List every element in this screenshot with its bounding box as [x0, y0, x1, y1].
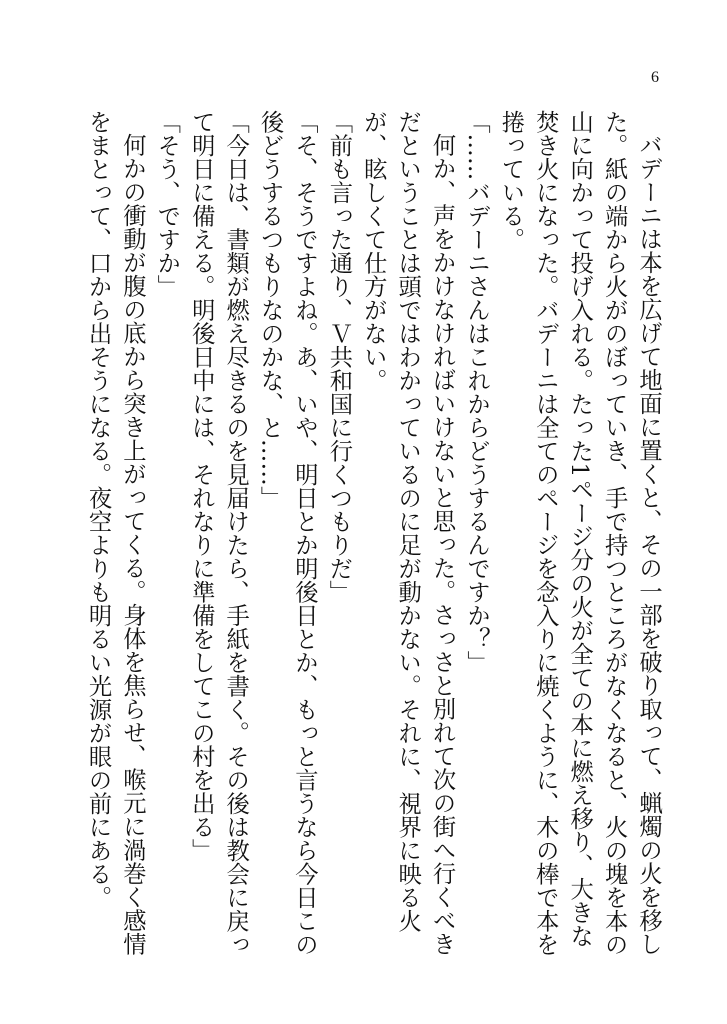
dialogue-line: 「今日は、書類が燃え尽きるのを見届けたら、手紙を書く。その後は教会に戻って明日に備える。明後日中には、それなりに準備をしてこの村を出る」 — [187, 110, 250, 956]
dialogue-line: 「そう、ですか」 — [153, 110, 181, 298]
dialogue-line: 「そ、そうですよね。あ、いや、明日とか明後日とか、もっと言うなら今日この後どうするつもりなのかな、と……」 — [256, 110, 318, 956]
dialogue-line: 「……バデーニさんはこれからどうするんですか？」 — [462, 110, 490, 674]
paragraph: バデーニは本を広げて地面に置くと、その一部を破り取って、蝋燭の火を移した。紙の端から火がのぼっていき、手で持つところがなくなると、火の塊を本の山に向かって投げ入れる。たった1ページ分の火が全ての本に燃え移り、大きな焚き火になった。バデーニは全てのページを念入りに焼くように、木の棒で本を捲っている。 — [497, 110, 662, 956]
paragraph: 何かの衝動が腹の底から突き上がってくる。身体を焦らせ、喉元に渦巻く感情をまとって、口から出そうになる。夜空よりも明るい光源が眼の前にある。 — [84, 110, 146, 956]
page-number: 6 — [651, 69, 659, 86]
paragraph: 何か、声をかけなければいけないと思った。さっさと別れて次の街へ行くべきだということは頭ではわかっているのに足が動かない。それに、視界に映る火が、眩しくて仕方がない。 — [359, 110, 456, 956]
dialogue-line: 「前も言った通り、Ｖ共和国に行くつもりだ」 — [325, 110, 353, 604]
body-text — [80, 110, 665, 970]
